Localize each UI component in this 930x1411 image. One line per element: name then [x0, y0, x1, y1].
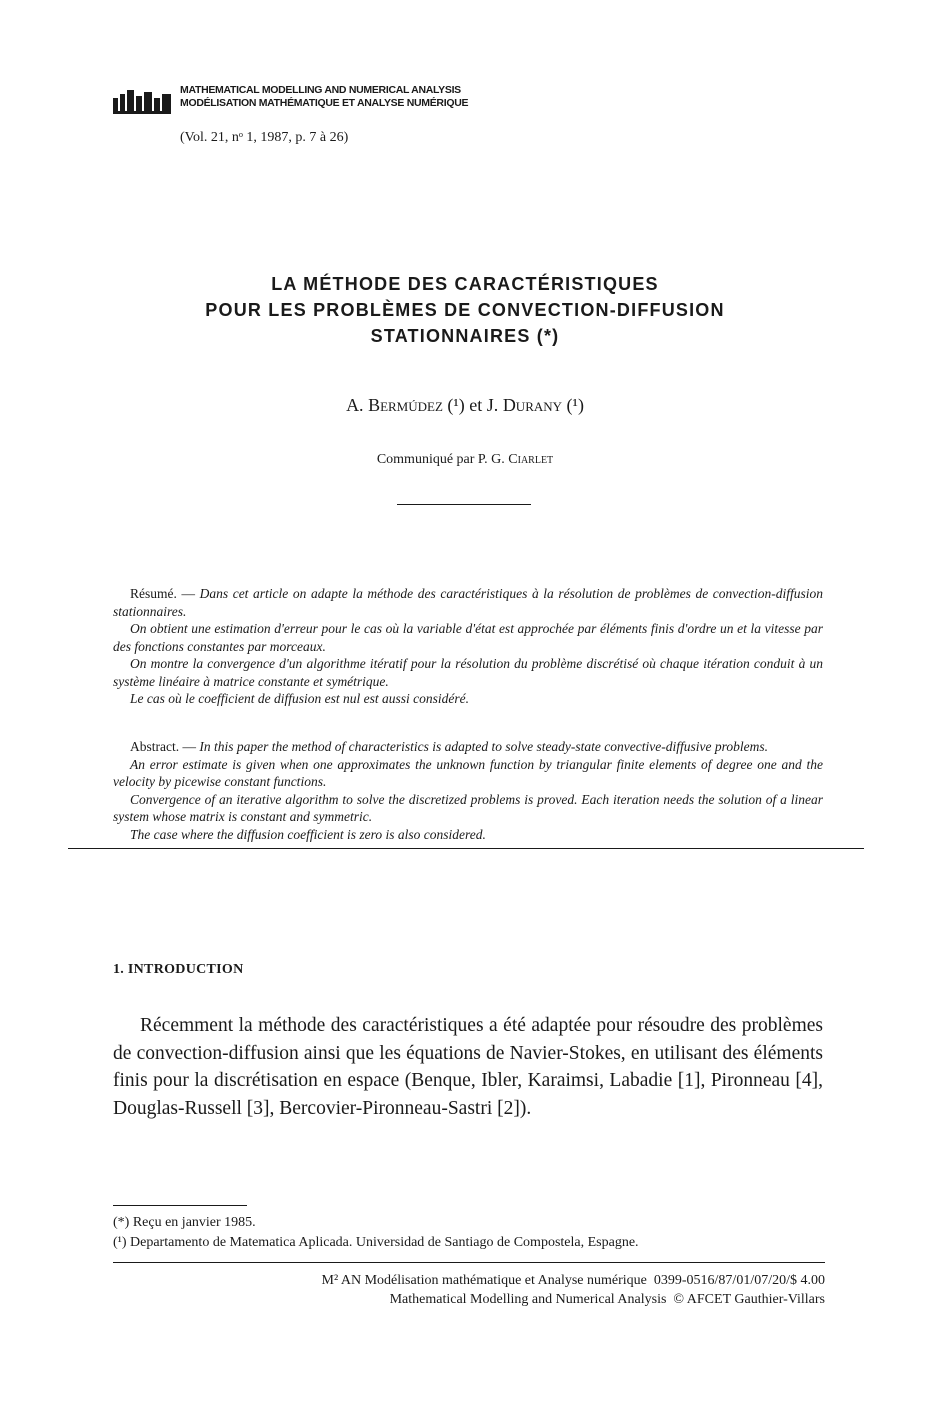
resume-paragraph-2: On obtient une estimation d'erreur pour le cas où la variable d'état est approchée par éléments finis d'ordre un et la vitesse par des fonctions constantes par morceaux.	[113, 621, 823, 654]
resume-label: Résumé. —	[130, 586, 195, 601]
author-1-affiliation-mark: (¹)	[447, 395, 465, 415]
authors	[0, 395, 930, 416]
author-2-initial: J.	[486, 395, 499, 415]
footer-journal-en: Mathematical Modelling and Numerical Analysis	[389, 1292, 667, 1307]
resume-paragraph-4: Le cas où le coefficient de diffusion est nul est aussi considéré.	[130, 691, 469, 706]
abstract-paragraph-3: Convergence of an iterative algorithm to solve the discretized problems is proved. Each iteration needs the solution of a linear system whose matrix is constant and symmetric.	[113, 791, 823, 824]
abstract-paragraph-1: In this paper the method of characteristics is adapted to solve steady-state convective-diffusive problems.	[199, 739, 768, 754]
abstract	[113, 738, 823, 843]
footnote-separator	[113, 1205, 247, 1206]
resume	[113, 585, 823, 708]
authors-conjunction: et	[469, 395, 483, 415]
footer-rule	[113, 1262, 825, 1263]
title-line-1: LA MÉTHODE DES CARACTÉRISTIQUES	[271, 274, 659, 294]
abstract-label: Abstract. —	[130, 739, 196, 754]
author-2-name: Durany	[502, 395, 563, 415]
title-line-2: POUR LES PROBLÈMES DE CONVECTION-DIFFUSION	[205, 300, 725, 320]
journal-logo	[113, 86, 173, 116]
footnotes	[113, 1213, 823, 1253]
abstract-paragraph-2: An error estimate is given when one approximates the unknown function by triangular finite elements of degree one and the velocity by picewise constant functions.	[113, 756, 823, 789]
section-heading: 1. INTRODUCTION	[113, 962, 244, 977]
communicated-by-name: Ciarlet	[508, 452, 554, 467]
journal-name-en: MATHEMATICAL MODELLING AND NUMERICAL ANALYSIS	[180, 84, 461, 96]
footer-journal-fr: M² AN Modélisation mathématique et Analyse numérique	[321, 1273, 647, 1288]
resume-paragraph-1: Dans cet article on adapte la méthode des caractéristiques à la résolution de problèmes de convection-diffusion stationnaires.	[113, 586, 824, 619]
abstract-paragraph-4: The case where the diffusion coefficient is zero is also considered.	[130, 826, 486, 842]
communicated-by	[0, 452, 930, 468]
footnote-affiliation: (¹) Departamento de Matematica Aplicada. Universidad de Santiago de Compostela, Espagne.	[113, 1235, 639, 1250]
title-separator	[397, 504, 531, 505]
journal-name	[180, 84, 468, 110]
journal-name-fr: MODÉLISATION MATHÉMATIQUE ET ANALYSE NUMÉRIQUE	[180, 97, 469, 109]
abstract-bottom-rule	[68, 848, 864, 849]
author-1-initial: A.	[346, 395, 364, 415]
page-footer	[113, 1271, 825, 1309]
resume-paragraph-3: On montre la convergence d'un algorithme itératif pour la résolution du problème discrétisé où chaque itération conduit à un système linéaire à matrice constante et symétrique.	[113, 656, 823, 689]
footer-line-1	[113, 1271, 825, 1290]
volume-info: (Vol. 21, nᵒ 1, 1987, p. 7 à 26)	[180, 130, 349, 145]
article-title	[0, 271, 930, 349]
communicated-by-prefix: Communiqué par P. G.	[376, 452, 505, 467]
footer-copyright: © AFCET Gauthier-Villars	[673, 1292, 825, 1307]
title-line-3: STATIONNAIRES (*)	[370, 326, 560, 346]
footer-issn-price: 0399-0516/87/01/07/20/$ 4.00	[653, 1273, 825, 1288]
body-paragraph-1: Récemment la méthode des caractéristiques a été adaptée pour résoudre des problèmes de convection-diffusion ainsi que les équations de Navier-Stokes, en utilisant des éléments finis pour la discrétisation en espace (Benque, Ibler, Karaimsi, Labadie [1], Pironneau [4], Douglas-Russell [3], Bercovier-Pironneau-Sastri [2]).	[113, 1015, 823, 1119]
author-2-affiliation-mark: (¹)	[566, 395, 584, 415]
footer-line-2	[113, 1290, 825, 1309]
author-1-name: Bermúdez	[368, 395, 443, 415]
body-text	[113, 1012, 823, 1122]
footnote-received: (*) Reçu en janvier 1985.	[113, 1215, 256, 1230]
